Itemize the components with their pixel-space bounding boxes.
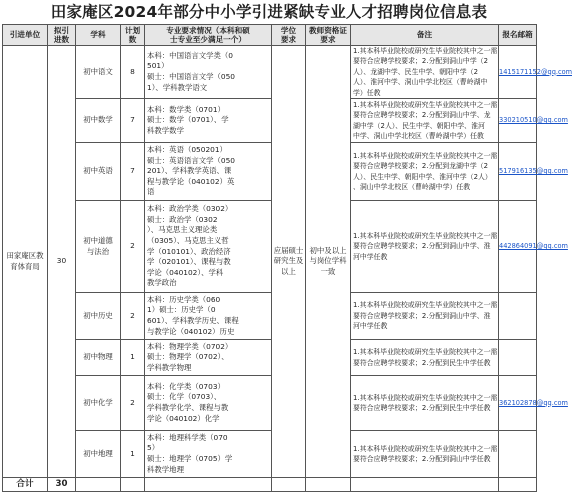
plan-cell: 7 [121, 143, 145, 201]
subject-cell: 初中历史 [76, 293, 121, 340]
remark-cell: 1.其本科毕业院校或研究生毕业院校其中之一需 要符合应聘学校要求；2.分配到洞山中学、龙 湖中学（2人）、民生中学、朝阳中学、淮河 中学、洞山中学北校区（曹岭湖中学）任教 [351, 99, 499, 143]
cert-cell: 初中及以上 与岗位学科 一致 [306, 46, 351, 478]
major-cell: 本科：化学类（0703） 硕士：化学（0703）、 学科教学化学、课程与教 学论（040102）化学 [145, 376, 272, 431]
remark-cell: 1.其本科毕业院校或研究生毕业院校其中之一需 要符合应聘学校要求；2.分配到民生中学任教 [351, 340, 499, 376]
header-plan: 计划数 [121, 25, 145, 46]
positions-table [2, 24, 572, 492]
subject-cell: 初中地理 [76, 431, 121, 478]
table-row [3, 293, 537, 340]
plan-cell: 1 [121, 431, 145, 478]
email-cell [499, 293, 537, 340]
header-remark: 备注 [351, 25, 499, 46]
email-cell [499, 340, 537, 376]
major-cell: 本科：中国语言文学类（0 501） 硕士：中国语言文学（050 1）、学科教学语文 [145, 46, 272, 99]
quota-cell: 30 [48, 46, 76, 478]
empty-cell [76, 478, 121, 492]
header-subject: 学科 [76, 25, 121, 46]
email-cell [499, 143, 568, 201]
header-cert: 教师资格证 要求 [306, 25, 351, 46]
plan-cell: 7 [121, 99, 145, 143]
total-label: 合计 [3, 478, 48, 492]
remark-cell: 1.其本科毕业院校或研究生毕业院校其中之一需 要符合应聘学校要求；2.分配到洞山中学、淮 河中学任教 [351, 201, 499, 293]
header-major: 专业要求情况（本科和硕 士专业至少满足一个） [145, 25, 272, 46]
empty-cell [306, 478, 351, 492]
major-cell: 本科：数学类（0701） 硕士：数学（0701）、学 科教学数学 [145, 99, 272, 143]
subject-cell: 初中物理 [76, 340, 121, 376]
email-link[interactable]: 330210510@qq.com [499, 116, 568, 125]
email-cell [499, 99, 568, 143]
remark-cell: 1.其本科毕业院校或研究生毕业院校其中之一需 要符合应聘学校要求；2.分配到龙湖中学（2 人）、民生中学、朝阳中学、淮河中学（2人） 、洞山中学北校区（曹岭湖中学）任教 [351, 143, 499, 201]
empty-cell [145, 478, 272, 492]
total-row [3, 478, 537, 492]
remark-cell: 1.其本科毕业院校或研究生毕业院校其中之一需 要符合应聘学校要求；2.分配到民生中学任教 [351, 376, 499, 431]
email-cell [499, 376, 568, 431]
subject-cell: 初中语文 [76, 46, 121, 99]
table-row [3, 340, 537, 376]
remark-cell: 1.其本科毕业院校或研究生毕业院校其中之一需 要符合应聘学校要求；2.分配到洞山中学（2 人）、龙湖中学、民生中学、朝阳中学（2 人）、淮河中学、洞山中学北校区（曹岭湖中 学）任教 [351, 46, 499, 99]
email-cell [499, 46, 572, 99]
major-cell: 本科：地理科学类（070 5） 硕士：地理学（0705）学 科教学地理 [145, 431, 272, 478]
subject-cell: 初中英语 [76, 143, 121, 201]
table-row [3, 143, 537, 201]
empty-cell [351, 478, 499, 492]
major-cell: 本科：英语（050201） 硕士：英语语言文学（050 201）、学科教学英语、课 程与教学论（040102）英 语 [145, 143, 272, 201]
plan-cell: 1 [121, 340, 145, 376]
degree-cell: 应届硕士 研究生及 以上 [272, 46, 306, 478]
table-row [3, 201, 537, 293]
empty-cell [272, 478, 306, 492]
major-cell: 本科：历史学类（060 1）硕士：历史学（0 601）、学科教学历史、课程 与教学论（040102）历史 [145, 293, 272, 340]
table-row [3, 431, 537, 478]
header-quota: 拟引 进数 [48, 25, 76, 46]
email-link[interactable]: 1415171152@qq.com [499, 67, 572, 76]
major-cell: 本科：政治学类（0302） 硕士：政治学（0302 ）、马克思主义理论类 （0305）、马克思主义哲 学（010101）、政治经济 学（020101）、课程与教 学论（040102）、学科 教学政治 [145, 201, 272, 293]
subject-cell: 初中数学 [76, 99, 121, 143]
plan-cell: 8 [121, 46, 145, 99]
table-row [3, 376, 537, 431]
email-link[interactable]: 362102878@qq.com [499, 398, 568, 407]
plan-cell: 2 [121, 293, 145, 340]
page-title: 田家庵区2024年部分中小学引进紧缺专业人才招聘岗位信息表 [50, 3, 488, 21]
email-cell [499, 201, 568, 293]
empty-cell [499, 478, 537, 492]
table-row [3, 99, 537, 143]
header-row [3, 25, 537, 46]
remark-cell: 1.其本科毕业院校或研究生毕业院校其中之一需 要符合应聘学校要求；2.分配到洞山中学任教 [351, 431, 499, 478]
table-row [3, 46, 537, 99]
header-degree: 学位 要求 [272, 25, 306, 46]
email-link[interactable]: 517916135@qq.com [499, 167, 568, 176]
header-unit: 引进单位 [3, 25, 48, 46]
plan-cell: 2 [121, 201, 145, 293]
subject-cell: 初中化学 [76, 376, 121, 431]
email-link[interactable]: 442864091@qq.com [499, 242, 568, 251]
major-cell: 本科：物理学类（0702） 硕士：物理学（0702）、 学科教学物理 [145, 340, 272, 376]
remark-cell: 1.其本科毕业院校或研究生毕业院校其中之一需 要符合应聘学校要求；2.分配到洞山中学、淮 河中学任教 [351, 293, 499, 340]
email-cell [499, 431, 537, 478]
header-email: 报名邮箱 [499, 25, 537, 46]
plan-cell: 2 [121, 376, 145, 431]
subject-cell: 初中道德 与法治 [76, 201, 121, 293]
total-value: 30 [48, 478, 76, 492]
empty-cell [121, 478, 145, 492]
unit-cell: 田家庵区教 育体育局 [3, 46, 48, 478]
